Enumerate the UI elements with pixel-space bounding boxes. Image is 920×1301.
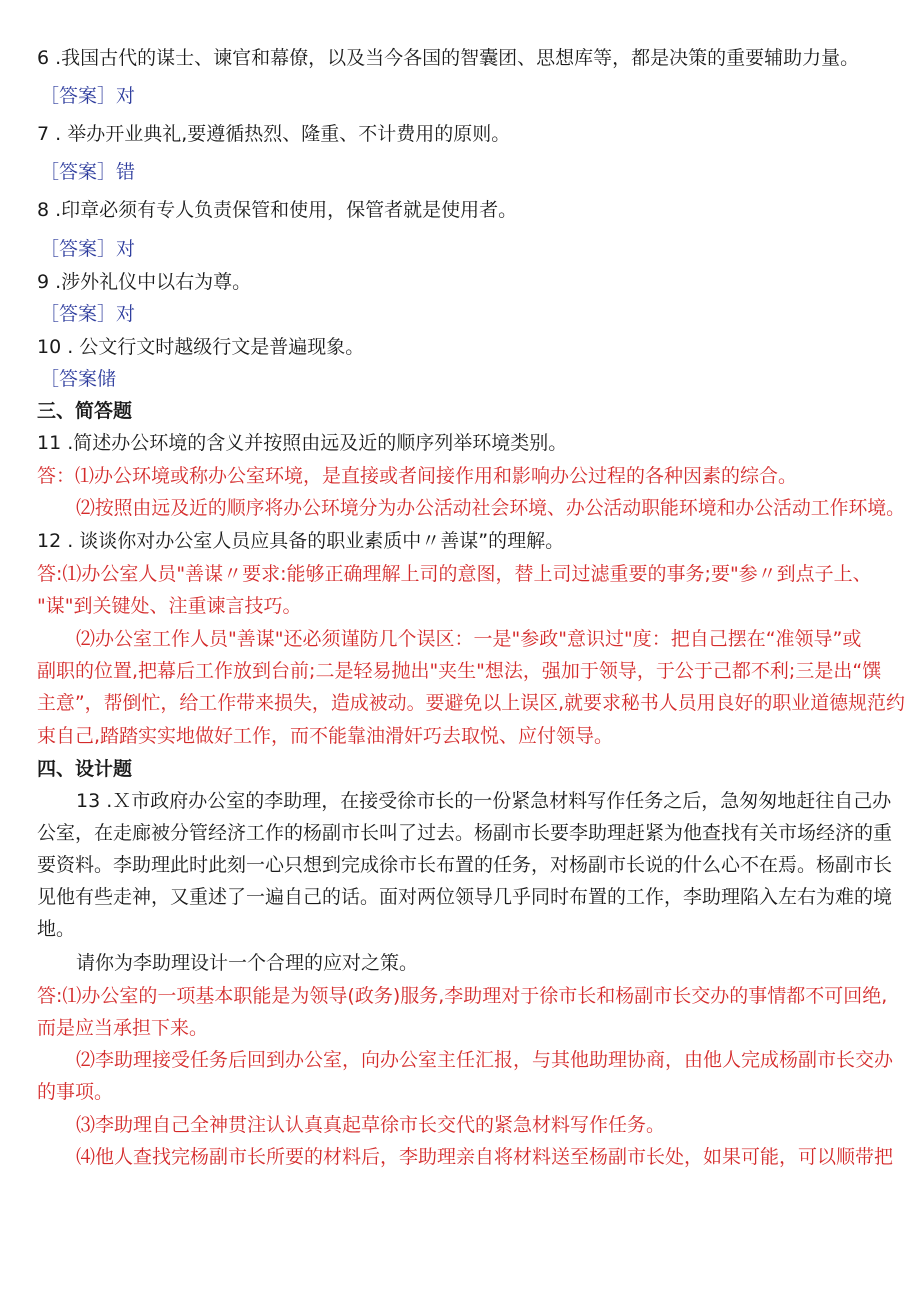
question-13-line-5: 地。 [37, 918, 76, 940]
answer-12-point-1-line-2: "谋"到关键处、注重谏言技巧。 [37, 595, 302, 617]
answer-13-point-2-line-2: 的事项。 [37, 1081, 114, 1103]
answer-7: ［答案］错 [40, 161, 136, 183]
answer-13-point-1-line-1: 答:⑴办公室的一项基本职能是为领导(政务)服务,李助理对于徐市长和杨副市长交办的事情都不可回绝, [37, 985, 888, 1007]
answer-8: ［答案］对 [40, 238, 136, 260]
question-13-line-2: 公室，在走廊被分管经济工作的杨副市长叫了过去。杨副市长要李助理赶紧为他查找有关市场经济的重 [37, 822, 893, 844]
answer-11-point-1: 答：⑴办公环境或称办公室环境，是直接或者间接作用和影响办公过程的各种因素的综合。 [37, 465, 798, 487]
answer-13-point-1-line-2: 而是应当承担下来。 [37, 1017, 209, 1039]
answer-10: ［答案储 [40, 368, 117, 390]
question-13-line-1: 13 .Ｘ市政府办公室的李助理，在接受徐市长的一份紧急材料写作任务之后，急匆匆地赶往自己办 [76, 790, 892, 812]
question-11: 11 .简述办公环境的含义并按照由远及近的顺序列举环境类别。 [37, 432, 568, 454]
answer-13-point-4-line-1: ⑷他人查找完杨副市长所要的材料后，李助理亲自将材料送至杨副市长处，如果可能，可以顺带把 [76, 1146, 894, 1168]
section-3-heading: 三、简答题 [37, 400, 133, 422]
question-6: 6 .我国古代的谋士、谏官和幕僚，以及当今各国的智囊团、思想库等，都是决策的重要辅助力量。 [37, 47, 860, 69]
answer-6: ［答案］对 [40, 85, 136, 107]
answer-9: ［答案］对 [40, 303, 136, 325]
question-8: 8 .印章必须有专人负责保管和使用，保管者就是使用者。 [37, 199, 518, 221]
question-9: 9 .涉外礼仪中以右为尊。 [37, 271, 252, 293]
answer-12-point-2-line-1: ⑵办公室工作人员"善谋"还必须谨防几个误区：一是"参政"意识过"度：把自己摆在“准领导”或 [76, 628, 862, 650]
question-10: 10 . 公文行文时越级行文是普遍现象。 [37, 336, 365, 358]
answer-12-point-2-line-2: 副职的位置,把幕后工作放到台前;二是轻易抛出"夹生"想法，强加于领导，于公于己都不利;三是出“馔 [37, 660, 882, 682]
question-13-line-3: 要资料。李助理此时此刻一心只想到完成徐市长布置的任务，对杨副市长说的什么心不在焉。杨副市长 [37, 854, 893, 876]
question-12: 12 . 谈谈你对办公室人员应具备的职业素质中〃善谋”的理解。 [37, 530, 565, 552]
answer-12-point-1-line-1: 答:⑴办公室人员"善谋〃要求:能够正确理解上司的意图，替上司过滤重要的事务;要"参〃到点子上、 [37, 563, 872, 585]
question-13-line-4: 见他有些走神，又重述了一遍自己的话。面对两位领导几乎同时布置的工作，李助理陷入左右为难的境 [37, 886, 893, 908]
answer-13-point-2-line-1: ⑵李助理接受任务后回到办公室，向办公室主任汇报，与其他助理协商，由他人完成杨副市长交办 [76, 1049, 894, 1071]
section-4-heading: 四、设计题 [37, 758, 133, 780]
answer-12-point-2-line-3: 主意”，帮倒忙，给工作带来损失，造成被动。要避免以上误区,就要求秘书人员用良好的职业道德规范约 [37, 692, 905, 714]
question-7: 7 . 举办开业典礼,要遵循热烈、隆重、不计费用的原则。 [37, 123, 511, 145]
answer-13-point-3: ⑶李助理自己全神贯注认认真真起草徐市长交代的紧急材料写作任务。 [76, 1114, 666, 1136]
answer-12-point-2-line-4: 束自己,踏踏实实地做好工作，而不能靠油滑奸巧去取悦、应付领导。 [37, 725, 614, 747]
answer-11-point-2: ⑵按照由远及近的顺序将办公环境分为办公活动社会环境、办公活动职能环境和办公活动工作环境。 [76, 497, 905, 519]
question-13-prompt: 请你为李助理设计一个合理的应对之策。 [76, 952, 419, 974]
